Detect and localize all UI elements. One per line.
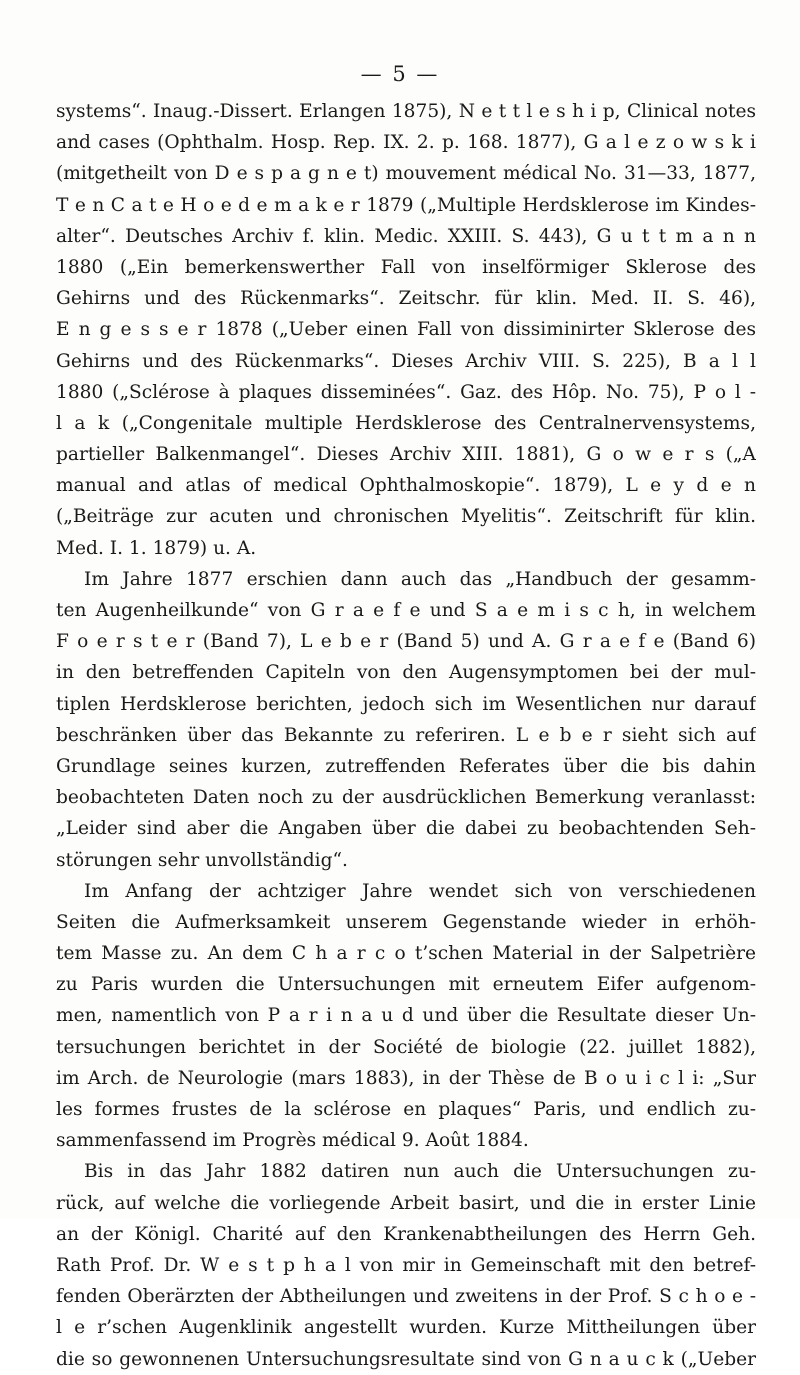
- text-line: l e r’schen Augenklinik angestellt wurden. Kurze Mittheilungen über: [56, 1317, 756, 1339]
- text-line: T e n C a t e H o e d e m a k e r 1879 („Multiple Herdsklerose im Kindes-: [56, 194, 756, 216]
- text-line: an der Königl. Charité auf den Krankenabtheilungen des Herrn Geh.: [56, 1223, 756, 1245]
- text-line: zu Paris wurden die Untersuchungen mit erneutem Eifer aufgenom-: [56, 974, 756, 996]
- text-line: les formes frustes de la sclérose en plaques“ Paris, und endlich zu-: [56, 1099, 756, 1120]
- text-line: rück, auf welche die vorliegende Arbeit basirt, und die in erster Linie: [56, 1192, 756, 1214]
- text-line: ten Augenheilkunde“ von G r a e f e und S a e m i s c h, in welchem: [56, 600, 756, 621]
- text-line: l a k („Congenitale multiple Herdsklerose des Centralnervensystems,: [56, 412, 756, 434]
- text-line: Seiten die Aufmerksamkeit unserem Gegenstande wieder in erhöh-: [56, 911, 756, 933]
- text-line: fenden Oberärzten der Abtheilungen und zweitens in der Prof. S c h o e -: [56, 1286, 756, 1308]
- text-line: partieller Balkenmangel“. Dieses Archiv XIII. 1881), G o w e r s („A: [56, 444, 756, 466]
- text-line: men, namentlich von P a r i n a u d und über die Resultate dieser Un-: [56, 1005, 756, 1027]
- text-line: beobachteten Daten noch zu der ausdrücklichen Bemerkung veranlasst:: [56, 787, 756, 809]
- text-line: („Beiträge zur acuten und chronischen Myelitis“. Zeitschrift für klin.: [56, 506, 756, 528]
- text-line: 1880 („Ein bemerkenswerther Fall von inselförmiger Sklerose des: [56, 256, 756, 278]
- text-line: Im Anfang der achtziger Jahre wendet sich von verschiedenen: [84, 880, 756, 902]
- text-line: Grundlage seines kurzen, zutreffenden Referates über die bis dahin: [56, 755, 756, 777]
- text-line: die so gewonnenen Untersuchungsresultate sind von G n a u c k („Ueber: [56, 1348, 756, 1370]
- text-line: alter“. Deutsches Archiv f. klin. Medic. XXIII. S. 443), G u t t m a n n: [56, 225, 756, 247]
- text-line: sammenfassend im Progrès médical 9. Août 1884.: [56, 1130, 529, 1152]
- text-line: 1880 („Sclérose à plaques disseminées“. Gaz. des Hôp. No. 75), P o l -: [56, 381, 756, 403]
- text-line: Gehirns und des Rückenmarks“. Zeitschr. für klin. Med. II. S. 46),: [56, 288, 756, 310]
- text-line: systems“. Inaug.-Dissert. Erlangen 1875), N e t t l e s h i p, Clinical notes: [56, 101, 756, 122]
- text-line: E n g e s s e r 1878 („Ueber einen Fall von dissiminirter Sklerose des: [56, 319, 756, 341]
- text-line: beschränken über das Bekannte zu referiren. L e b e r sieht sich auf: [56, 724, 756, 746]
- text-line: Gehirns und des Rückenmarks“. Dieses Archiv VIII. S. 225), B a l l: [56, 350, 756, 372]
- text-line: tiplen Herdsklerose berichten, jedoch sich im Wesentlichen nur darauf: [56, 693, 756, 715]
- text-line: störungen sehr unvollständig“.: [56, 849, 348, 871]
- page-number: — 5 —: [360, 62, 440, 86]
- text-line: tersuchungen berichtet in der Société de biologie (22. juillet 1882),: [56, 1036, 756, 1058]
- text-line: and cases (Ophthalm. Hosp. Rep. IX. 2. p. 168. 1877), G a l e z o w s k i: [56, 132, 756, 154]
- text-line: Im Jahre 1877 erschien dann auch das „Handbuch der gesamm-: [84, 568, 756, 590]
- text-line: F o e r s t e r (Band 7), L e b e r (Band 5) und A. G r a e f e (Band 6): [56, 631, 756, 653]
- text-line: (mitgetheilt von D e s p a g n e t) mouvement médical No. 31—33, 1877,: [56, 163, 756, 185]
- text-line: in den betreffenden Capiteln von den Augensymptomen bei der mul-: [56, 662, 756, 684]
- body-text: [56, 96, 756, 1375]
- text-line: tem Masse zu. An dem C h a r c o t’schen Material in der Salpetrière: [56, 943, 756, 965]
- text-line: Rath Prof. Dr. W e s t p h a l von mir in Gemeinschaft mit den betref-: [56, 1254, 756, 1276]
- text-line: im Arch. de Neurologie (mars 1883), in der Thèse de B o u i c l i: „Sur: [56, 1067, 756, 1089]
- text-line: Bis in das Jahr 1882 datiren nun auch die Untersuchungen zu-: [84, 1161, 756, 1183]
- text-line: Med. I. 1. 1879) u. A.: [56, 537, 257, 559]
- text-line: manual and atlas of medical Ophthalmoskopie“. 1879), L e y d e n: [56, 475, 756, 497]
- text-line: „Leider sind aber die Angaben über die dabei zu beobachtenden Seh-: [56, 818, 756, 840]
